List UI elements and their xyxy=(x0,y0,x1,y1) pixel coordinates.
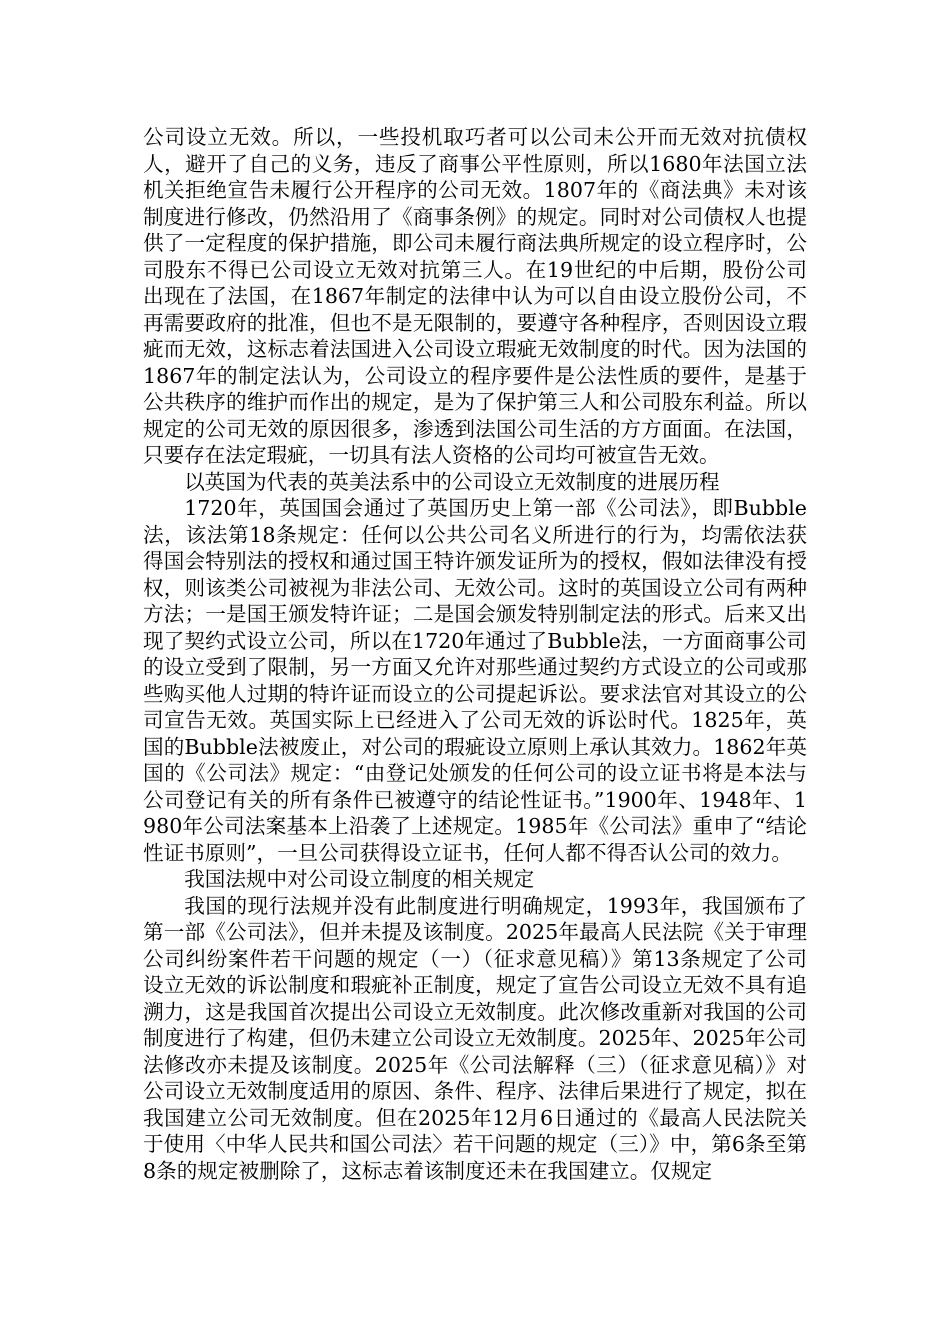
section-heading-china: 我国法规中对公司设立制度的相关规定 xyxy=(184,867,535,891)
paragraph-uk-history: 1720年，英国国会通过了英国历史上第一部《公司法》，即Bubble法，该法第18条规定：任何以公共公司名义所进行的行为，均需依法获得国会特别法的授权和通过国王特许颁发证所为的授权，假如法律没有授权，则该类公司被视为非法公司、无效公司。这时的英国设立公司有两种方法；一是国王颁发特许证；二是国会颁发特别制定法的形式。后来又出现了契约式设立公司，所以在1720年通过了Bubble法，一方面商事公司的设立受到了限制，另一方面又允许对那些通过契约方式设立的公司或那些购买他人过期的特许证而设立的公司提起诉讼。要求法官对其设立的公司宣告无效。英国实际上已经进入了公司无效的诉讼时代。1825年，英国的Bubble法被废止，对公司的瑕疵设立原则上承认其效力。1862年英国的《公司法》规定：“由登记处颁发的任何公司的设立证书将是本法与公司登记有关的所有条件已被遵守的结论性证书。”1900年、1948年、1980年公司法案基本上沿袭了上述规定。1985年《公司法》重申了“结论性证书原则”，一旦公司获得设立证书，任何人都不得否认公司的效力。 xyxy=(143,496,807,865)
paragraph-france-history: 公司设立无效。所以，一些投机取巧者可以公司未公开而无效对抗债权人，避开了自己的义务，违反了商事公平性原则，所以1680年法国立法机关拒绝宣告未履行公开程序的公司无效。1807年的《商法典》未对该制度进行修改，仍然沿用了《商事条例》的规定。同时对公司债权人也提供了一定程度的保护措施，即公司未履行商法典所规定的设立程序时，公司股东不得已公司设立无效对抗第三人。在19世纪的中后期，股份公司出现在了法国，在1867年制定的法律中认为可以自由设立股份公司，不再需要政府的批准，但也不是无限制的，要遵守各种程序，否则因设立瑕疵而无效，这标志着法国进入公司设立瑕疵无效制度的时代。因为法国的1867年的制定法认为，公司设立的程序要件是公法性质的要件，是基于公共秩序的维护而作出的规定，是为了保护第三人和公司股东利益。所以规定的公司无效的原因很多，渗透到法国公司生活的方方面面。在法国，只要存在法定瑕疵，一切具有法人资格的公司均可被宣告无效。 xyxy=(143,125,807,467)
paragraph-china-regulations: 我国的现行法规并没有此制度进行明确规定，1993年，我国颁布了第一部《公司法》，但并未提及该制度。2025年最高人民法院《关于审理公司纠纷案件若干问题的规定（一）（征求意见稿）》第13条规定了公司设立无效的诉讼制度和瑕疵补正制度，规定了宣告公司设立无效不具有追溯力，这是我国首次提出公司设立无效制度。此次修改重新对我国的公司制度进行了构建，但仍未建立公司设立无效制度。2025年、2025年公司法修改亦未提及该制度。2025年《公司法解释（三）（征求意见稿）》对公司设立无效制度适用的原因、条件、程序、法律后果进行了规定，拟在我国建立公司无效制度。但在2025年12月6日通过的《最高人民法院关于使用〈中华人民共和国公司法〉若干问题的规定（三）》中，第6条至第8条的规定被删除了，这标志着该制度还未在我国建立。仅规定 xyxy=(143,893,807,1183)
section-heading-uk: 以英国为代表的英美法系中的公司设立无效制度的进展历程 xyxy=(184,469,720,494)
document-body xyxy=(143,124,807,1184)
